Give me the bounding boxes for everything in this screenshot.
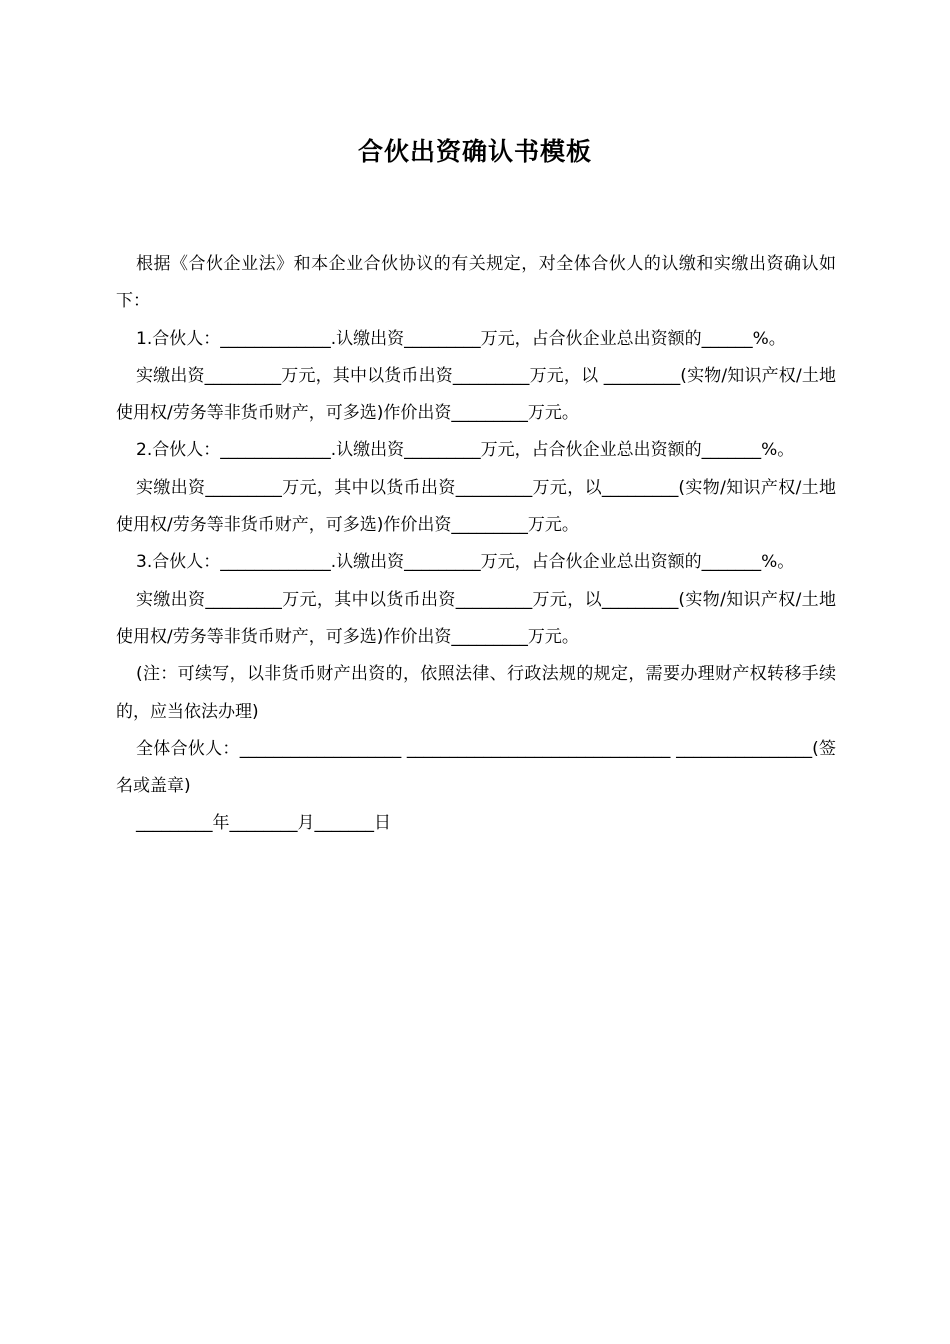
document-title: 合伙出资确认书模板 [357, 137, 592, 166]
signature-line: 全体合伙人：___________________ _______________________________ ________________(签名或盖章) [116, 738, 836, 797]
partner-1-subscribed-paragraph: 1.合伙人：_____________.认缴出资_________万元，占合伙企业总出资额的______%。 [136, 328, 786, 349]
partner-2-paid-paragraph: 实缴出资_________万元，其中以货币出资_________万元，以_________(实物/知识产权/土地使用权/劳务等非货币财产，可多选)作价出资_________万元。 [116, 477, 836, 536]
partner-3-subscribed-paragraph: 3.合伙人：_____________.认缴出资_________万元，占合伙企业总出资额的_______%。 [136, 552, 795, 573]
intro-paragraph: 根据《合伙企业法》和本企业合伙协议的有关规定，对全体合伙人的认缴和实缴出资确认如下： [116, 254, 836, 312]
partner-2-subscribed-paragraph: 2.合伙人：_____________.认缴出资_________万元，占合伙企业总出资额的_______%。 [136, 440, 795, 461]
note-paragraph: (注：可续写，以非货币财产出资的，依照法律、行政法规的规定，需要办理财产权转移手续的，应当依法办理) [116, 664, 836, 722]
date-line: _________年________月_______日 [136, 813, 391, 834]
partner-3-paid-paragraph: 实缴出资_________万元，其中以货币出资_________万元，以_________(实物/知识产权/土地使用权/劳务等非货币财产，可多选)作价出资_________万元。 [116, 589, 836, 647]
document-body [116, 246, 836, 843]
partner-1-paid-paragraph: 实缴出资_________万元，其中以货币出资_________万元，以 _________(实物/知识产权/土地使用权/劳务等非货币财产，可多选)作价出资_________万元。 [116, 365, 836, 424]
